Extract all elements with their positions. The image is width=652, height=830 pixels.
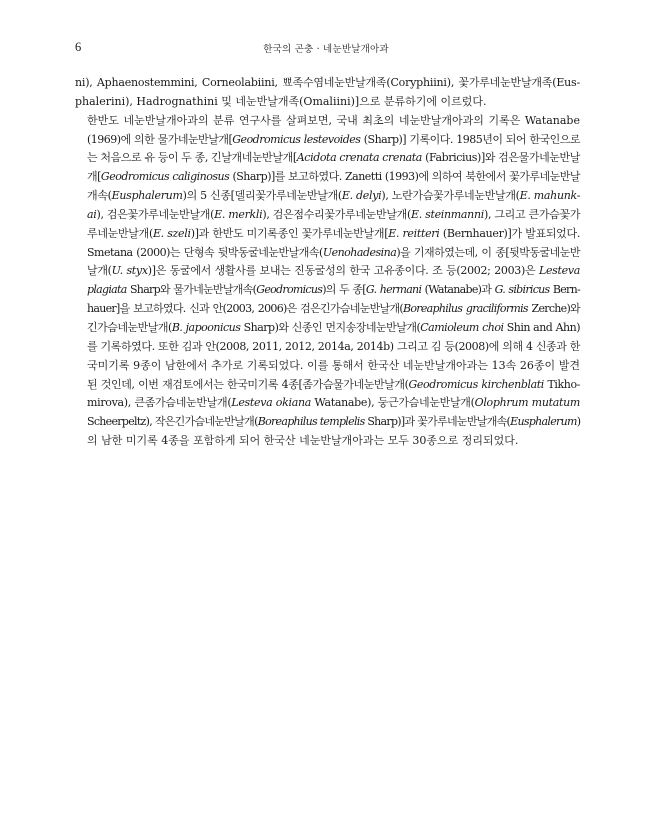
text-line: Smetana (2000)는 단형속 뒷박동굴네눈반날개속(Uenohadesina)을 기재하였는데, 이 종[뒷박동굴네눈반 (87, 245, 580, 259)
text-line: 를 기록하였다. 또한 김과 안(2008, 2011, 2012, 2014a, 2014b) 그리고 김 등(2008)에 의해 4 신종과 한 (87, 339, 580, 353)
text-line: 의 남한 미기록 4종을 포함하게 되어 한국산 네눈반날개아과는 모두 30종으로 정리되었다. (87, 434, 519, 448)
text-line: ai), 검은꽃가루네눈반날개(E. merkli), 검은점수리꽃가루네눈반날개(E. steinmanni), 그리고 큰가슴꽃가 (87, 207, 581, 221)
text-line: mirova), 큰좀가슴네눈반날개(Lesteva okiana Watanabe), 둥근가슴네눈반날개(Olophrum mutatum (87, 396, 581, 410)
text-line: (1969)에 의한 물가네눈반날개[Geodromicus lestevoides (Sharp)] 기록이다. 1985년이 되어 한국인으로 (87, 132, 580, 146)
italic-name: U. styx (111, 264, 148, 278)
italic-name: Geodromicus (256, 283, 323, 297)
page-number: 6 (75, 40, 82, 54)
italic-name: Uenohadesina (322, 245, 397, 259)
italic-name: Geodromicus kirchenblati (408, 377, 544, 391)
text-line: 한반도 네눈반날개아과의 분류 연구사를 살펴보면, 국내 최초의 네눈반날개아과의 기록은 Watanabe (87, 113, 580, 127)
text-line: plagiata Sharp와 물가네눈반날개속(Geodromicus)의 두 종[G. hermani (Watanabe)과 G. sibiricus Bern- (87, 283, 580, 297)
italic-name: Camioleum choi (420, 320, 504, 334)
italic-name: Lesteva okiana (231, 396, 312, 410)
italic-name: E. merkli (214, 207, 263, 221)
text-line: Scheerpeltz), 작은긴가슴네눈반날개(Boreaphilus templelis Sharp)]과 꽃가루네눈반날개속(Eusphalerum) (87, 415, 581, 429)
paragraph-1 (75, 74, 580, 112)
body-text (75, 74, 580, 451)
italic-name: Olophrum mutatum (474, 396, 581, 410)
italic-name: E. delyi (341, 189, 382, 203)
text-line: 된 것인데, 이번 재검토에서는 한국미기록 4종[좀가슴물가네눈반날개(Geodromicus kirchenblati Tikho- (87, 377, 580, 391)
italic-name: Eusphalerum (111, 189, 183, 203)
text-line: 국미기록 9종이 남한에서 추가로 기록되었다. 이를 통해서 한국산 네눈반날개아과는 13속 26종이 발견 (87, 358, 580, 372)
text-line: 긴가슴네눈반날개(B. japoonicus Sharp)와 신종인 먼지송장네눈반날개(Camioleum choi Shin and Ahn) (87, 320, 580, 334)
italic-name: E. mahunk- (519, 189, 581, 203)
italic-name: Boreaphilus graciliformis (403, 302, 528, 316)
italic-name: Eusphalerum (510, 415, 577, 429)
italic-name: G. sibiricus (494, 283, 550, 297)
italic-name: E. reitteri (388, 226, 440, 240)
italic-name: E. szeli (152, 226, 191, 240)
text-line: phalerini), Hadrognathini 및 네눈반날개족(Omaliini)]으로 분류하기에 이르렀다. (75, 94, 487, 108)
italic-name: plagiata (87, 283, 127, 297)
text-line: 개[Geodromicus caliginosus (Sharp)]를 보고하였다. Zanetti (1993)에 의하여 북한에서 꽃가루네눈반날 (87, 170, 581, 184)
italic-name: E. steinmanni (410, 207, 484, 221)
running-title: 한국의 곤충 · 네눈반날개아과 (263, 44, 389, 55)
page-header (75, 40, 577, 60)
italic-name: B. japoonicus (171, 320, 241, 334)
italic-name: Acidota crenata crenata (296, 151, 422, 165)
text-line: ni), Aphaenostemmini, Corneolabiini, 뾰족수염네눈반날개족(Coryphiini), 꽃가루네눈반날개족(Eus- (75, 76, 580, 89)
text-line: hauer]을 보고하였다. 신과 안(2003, 2006)은 검은긴가슴네눈반날개(Boreaphilus graciliformis Zerche)와 (87, 302, 580, 316)
italic-name: Lesteva (538, 264, 580, 278)
italic-name: Geodromicus caliginosus (100, 170, 230, 184)
italic-name: G. hermani (365, 283, 422, 297)
text-line: 루네눈반날개(E. szeli)]과 한반도 미기록종인 꽃가루네눈반날개[E. reitteri (Bernhauer)]가 발표되었다. (87, 226, 581, 240)
text-line: 날개(U. styx)]은 동굴에서 생활사를 보내는 진동굴성의 한국 고유종이다. 조 등(2002; 2003)은 Lesteva (87, 264, 580, 278)
text-line: 개속(Eusphalerum)의 5 신종[델리꽃가루네눈반날개(E. delyi), 노란가슴꽃가루네눈반날개(E. mahunk- (87, 189, 581, 203)
italic-name: Boreaphilus templelis (257, 415, 365, 429)
paragraph-2 (75, 112, 580, 451)
text-line: 는 처음으로 유 등이 두 종, 긴날개네눈반날개[Acidota crenata crenata (Fabricius)]와 검은물가네눈반날 (87, 151, 580, 165)
italic-name: Geodromicus lestevoides (232, 132, 361, 146)
italic-name: ai (87, 207, 97, 221)
